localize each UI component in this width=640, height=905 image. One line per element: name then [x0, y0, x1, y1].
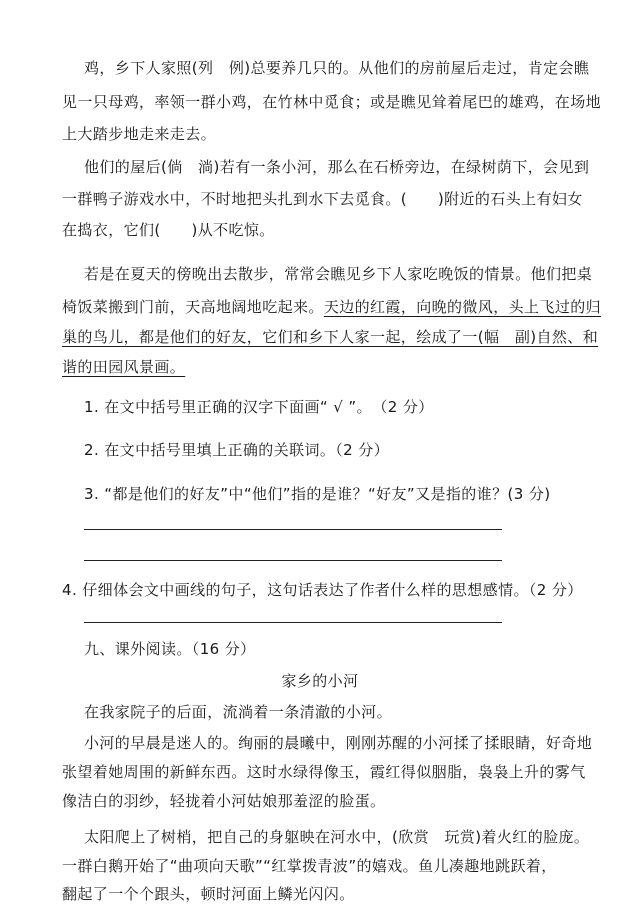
question-2: 2. 在文中括号里填上正确的关联词。（2 分） [84, 441, 390, 459]
answer-line[interactable] [84, 622, 502, 623]
reading-title: 家乡的小河 [281, 672, 359, 690]
passage-line [62, 297, 601, 317]
answer-line[interactable] [84, 560, 502, 561]
question-1: 1. 在文中括号里正确的汉字下面画“ √ ”。 （2 分） [84, 398, 434, 416]
reading-line: 张望着她周围的新鲜东西。这时水绿得像玉，霞红得似胭脂，袅袅上升的雾气 [62, 763, 586, 781]
reading-line: 翻起了一个个跟头，顿时河面上鳞光闪闪。 [62, 885, 355, 903]
underlined-sentence: 巢的鸟儿，都是他们的好友，它们和乡下人家一起，绘成了一(幅 副)自然、和 [62, 328, 599, 346]
underlined-sentence: 谐的田园风景画。 [62, 358, 186, 376]
passage-line: 上大踏步地走来走去。 [62, 125, 217, 143]
reading-line: 一群白鹅开始了“曲项向天歌”“红掌拨青波”的嬉戏。鱼儿凑趣地跳跃着， [62, 857, 557, 875]
section-heading: 九、课外阅读。（16 分） [84, 640, 256, 658]
question-4: 4. 仔细体会文中画线的句子，这句话表达了作者什么样的思想感情。（2 分） [62, 581, 583, 599]
reading-line: 太阳爬上了树梢，把自己的身躯映在河水中，(欣赏 玩赏)着火红的脸庞。 [84, 828, 590, 846]
reading-line: 在我家院子的后面，流淌着一条清澈的小河。 [84, 703, 393, 721]
passage-line: 一群鸭子游戏水中，不时地把头扎到水下去觅食。( )附近的石头上有妇女 [62, 190, 583, 208]
passage-line: 他们的屋后(倘 淌)若有一条小河，那么在石桥旁边，在绿树荫下，会见到 [84, 158, 590, 176]
reading-line: 小河的早晨是迷人的。绚丽的晨曦中，刚刚苏醒的小河揉了揉眼睛，好奇地 [84, 734, 593, 752]
underlined-sentence: 天边的红霞，向晚的微风，头上飞过的归 [323, 298, 602, 316]
passage-line [62, 327, 598, 347]
passage-line: 若是在夏天的傍晚出去散步，常常会瞧见乡下人家吃晚饭的情景。他们把桌 [84, 265, 593, 283]
passage-line [62, 357, 185, 377]
question-3: 3. “都是他们的好友”中“他们”指的是谁？“好友”又是指的谁？(3 分) [84, 485, 551, 503]
passage-text: 椅饭菜搬到门前，天高地阔地吃起来。 [62, 298, 324, 316]
passage-line: 鸡，乡下人家照(列 例)总要养几只的。从他们的房前屋后走过，肯定会瞧 [84, 59, 590, 77]
passage-line: 在捣衣，它们( )从不吃惊。 [62, 221, 275, 239]
reading-line: 像洁白的羽纱，轻拢着小河姑娘那羞涩的脸蛋。 [62, 792, 386, 810]
answer-line[interactable] [84, 529, 502, 530]
passage-line: 见一只母鸡，率领一群小鸡，在竹林中觅食；或是瞧见耸着尾巴的雄鸡，在场地 [62, 93, 602, 111]
